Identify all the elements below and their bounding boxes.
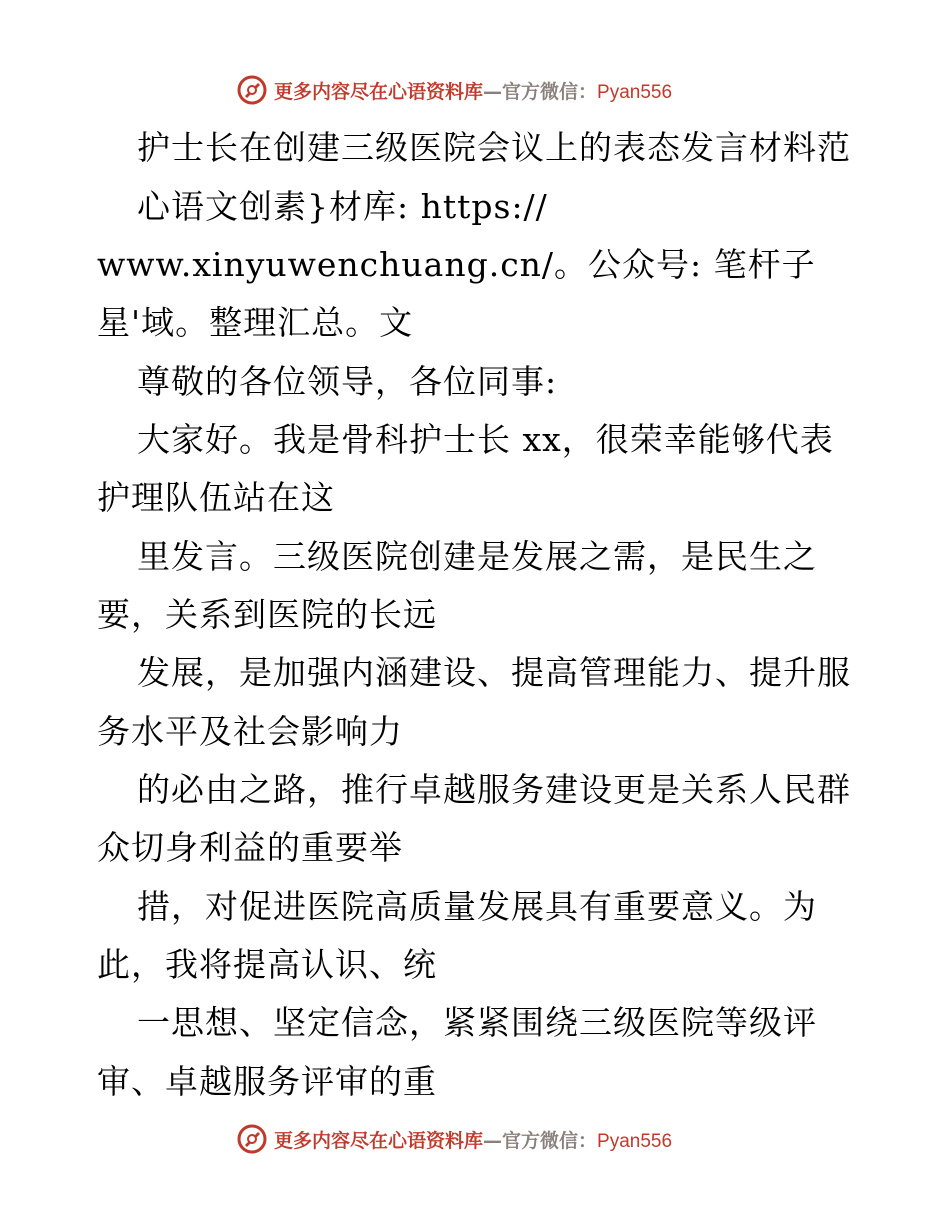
- wechat-id: Pyan556: [597, 1130, 673, 1152]
- text-line: 要，关系到医院的长远: [97, 595, 437, 634]
- text-line: 的必由之路，推行卓越服务建设更是关系人民群: [137, 770, 851, 809]
- banner-text: 更多内容尽在心语资料库: [274, 1129, 484, 1152]
- text-line: 里发言。三级医院创建是发展之需，是民生之: [137, 537, 817, 576]
- text-line: 措，对促进医院高质量发展具有重要意义。为: [137, 887, 817, 926]
- text-line: 大家好。我是骨科护士长 xx，很荣幸能够代表: [137, 420, 834, 459]
- header-banner: [236, 73, 672, 107]
- banner-suffix: —官方微信：: [483, 80, 598, 103]
- text-line: 众切身利益的重要举: [97, 828, 403, 867]
- text-line: 务水平及社会影响力: [97, 712, 403, 751]
- quill-logo-icon: [236, 1123, 268, 1155]
- banner-suffix: —官方微信：: [483, 1129, 598, 1152]
- document-title: 护士长在创建三级医院会议上的表态发言材料范: [137, 128, 851, 167]
- footer-banner: [236, 1122, 672, 1156]
- wechat-id: Pyan556: [597, 81, 673, 103]
- banner-text: 更多内容尽在心语资料库: [274, 80, 484, 103]
- text-line: 此，我将提高认识、统: [97, 945, 437, 984]
- text-line: 一思想、坚定信念，紧紧围绕三级医院等级评: [137, 1003, 817, 1042]
- text-line: 星'域。整理汇总。文: [97, 303, 414, 342]
- text-line: 尊敬的各位领导，各位同事:: [137, 362, 558, 401]
- text-line: 发展，是加强内涵建设、提高管理能力、提升服: [137, 653, 851, 692]
- text-line: 心语文创素}材库: https://: [137, 187, 548, 226]
- text-line: 护理队伍站在这: [97, 478, 335, 517]
- text-line: 审、卓越服务评审的重: [97, 1062, 437, 1101]
- text-line: www.xinyuwenchuang.cn/。公众号: 笔杆子: [97, 245, 816, 284]
- quill-logo-icon: [236, 74, 268, 106]
